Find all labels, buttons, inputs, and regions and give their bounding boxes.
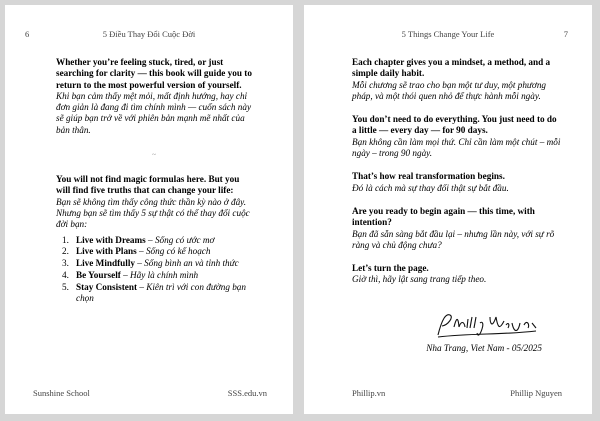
left-content: [56, 57, 252, 305]
right-content: [352, 57, 562, 298]
footer-right-website: Phillip.vn: [352, 388, 386, 398]
footer-left-school: Sunshine School: [33, 388, 90, 398]
truths-intro-english: You will not find magic formulas here. But you will find five truths that can change your life:: [56, 174, 240, 196]
page-number-left: 6: [25, 29, 30, 39]
list-item: 4. Be Yourself – Hãy là chính mình: [62, 269, 199, 280]
truths-intro-vietnamese: Bạn sẽ không tìm thấy công thức thần kỳ nào ở đây. Nhưng bạn sẽ tìm thấy 5 sự thật có thể thay đổi cuộc đời bạn:: [56, 196, 250, 230]
paragraph-english: Are you ready to begin again — this time, with intention?: [352, 205, 535, 228]
paragraph-vietnamese: Bạn không cần làm mọi thứ. Chỉ cần làm một chút – mỗi ngày – trong 90 ngày.: [352, 136, 561, 159]
paragraph-english: That’s how real transformation begins.: [352, 171, 505, 182]
footer-left-website: SSS.edu.vn: [227, 388, 267, 398]
list-item: 3. Live Mindfully – Sống bình an và tỉnh thức: [62, 258, 239, 269]
paragraph-english: You don’t need to do everything. You just need to do a little — every day — for 90 days.: [352, 114, 557, 136]
list-item: 2. Live with Plans – Sống có kế hoạch: [62, 246, 211, 257]
paragraph-vietnamese: Bạn đã sẵn sàng bắt đầu lại – nhưng lần này, với sự rõ ràng và chủ động chưa?: [352, 228, 555, 250]
intro-english: Whether you’re feeling stuck, tired, or just searching for clarity — this book will guide you to return to the most powerful version of yourself.: [56, 57, 252, 90]
left-page: [5, 5, 293, 414]
running-header-right: 5 Things Change Your Life: [401, 29, 495, 39]
paragraph-english: Each chapter gives you a mindset, a method, and a simple daily habit.: [352, 57, 551, 79]
paragraph-vietnamese: Đó là cách mà sự thay đổi thật sự bắt đầu.: [352, 182, 509, 193]
list-item: 5. Stay Consistent – Kiên trì với con đường bạn chọn: [62, 281, 246, 304]
five-truths-list: [56, 235, 252, 305]
truths-intro-paragraph: [56, 174, 252, 230]
paragraph-vietnamese: Mỗi chương sẽ trao cho bạn một tư duy, một phương pháp, và một thói quen nhỏ để thực hành mỗi ngày.: [352, 79, 547, 101]
intro-paragraph: [56, 57, 252, 136]
section-separator: ~: [152, 151, 156, 160]
signature-block: [352, 309, 542, 353]
right-page: [304, 5, 592, 414]
intro-vietnamese: Khi bạn cảm thấy mệt mỏi, mất định hướng, hay chỉ đơn giản là đang đi tìm chính mình — cuốn sách này sẽ giúp bạn trở về với phiên bản mạnh mẽ nhất của bản thân.: [56, 90, 252, 135]
paragraph-vietnamese: Giờ thì, hãy lật sang trang tiếp theo.: [352, 274, 487, 285]
paragraph-english: Let’s turn the page.: [352, 263, 429, 274]
paragraph: [352, 57, 562, 102]
handwritten-signature: [352, 309, 542, 341]
paragraph: [352, 171, 562, 194]
page-number-right: 7: [563, 29, 568, 39]
list-item: 1. Live with Dreams – Sống có ước mơ: [62, 234, 215, 245]
paragraph: [352, 206, 562, 251]
footer-right-author: Phillip Nguyen: [510, 388, 562, 398]
paragraph: [352, 263, 562, 286]
location-date: Nha Trang, Viet Nam - 05/2025: [426, 343, 542, 353]
running-header-left: 5 Điều Thay Đổi Cuộc Đời: [102, 29, 196, 39]
paragraph: [352, 114, 562, 159]
